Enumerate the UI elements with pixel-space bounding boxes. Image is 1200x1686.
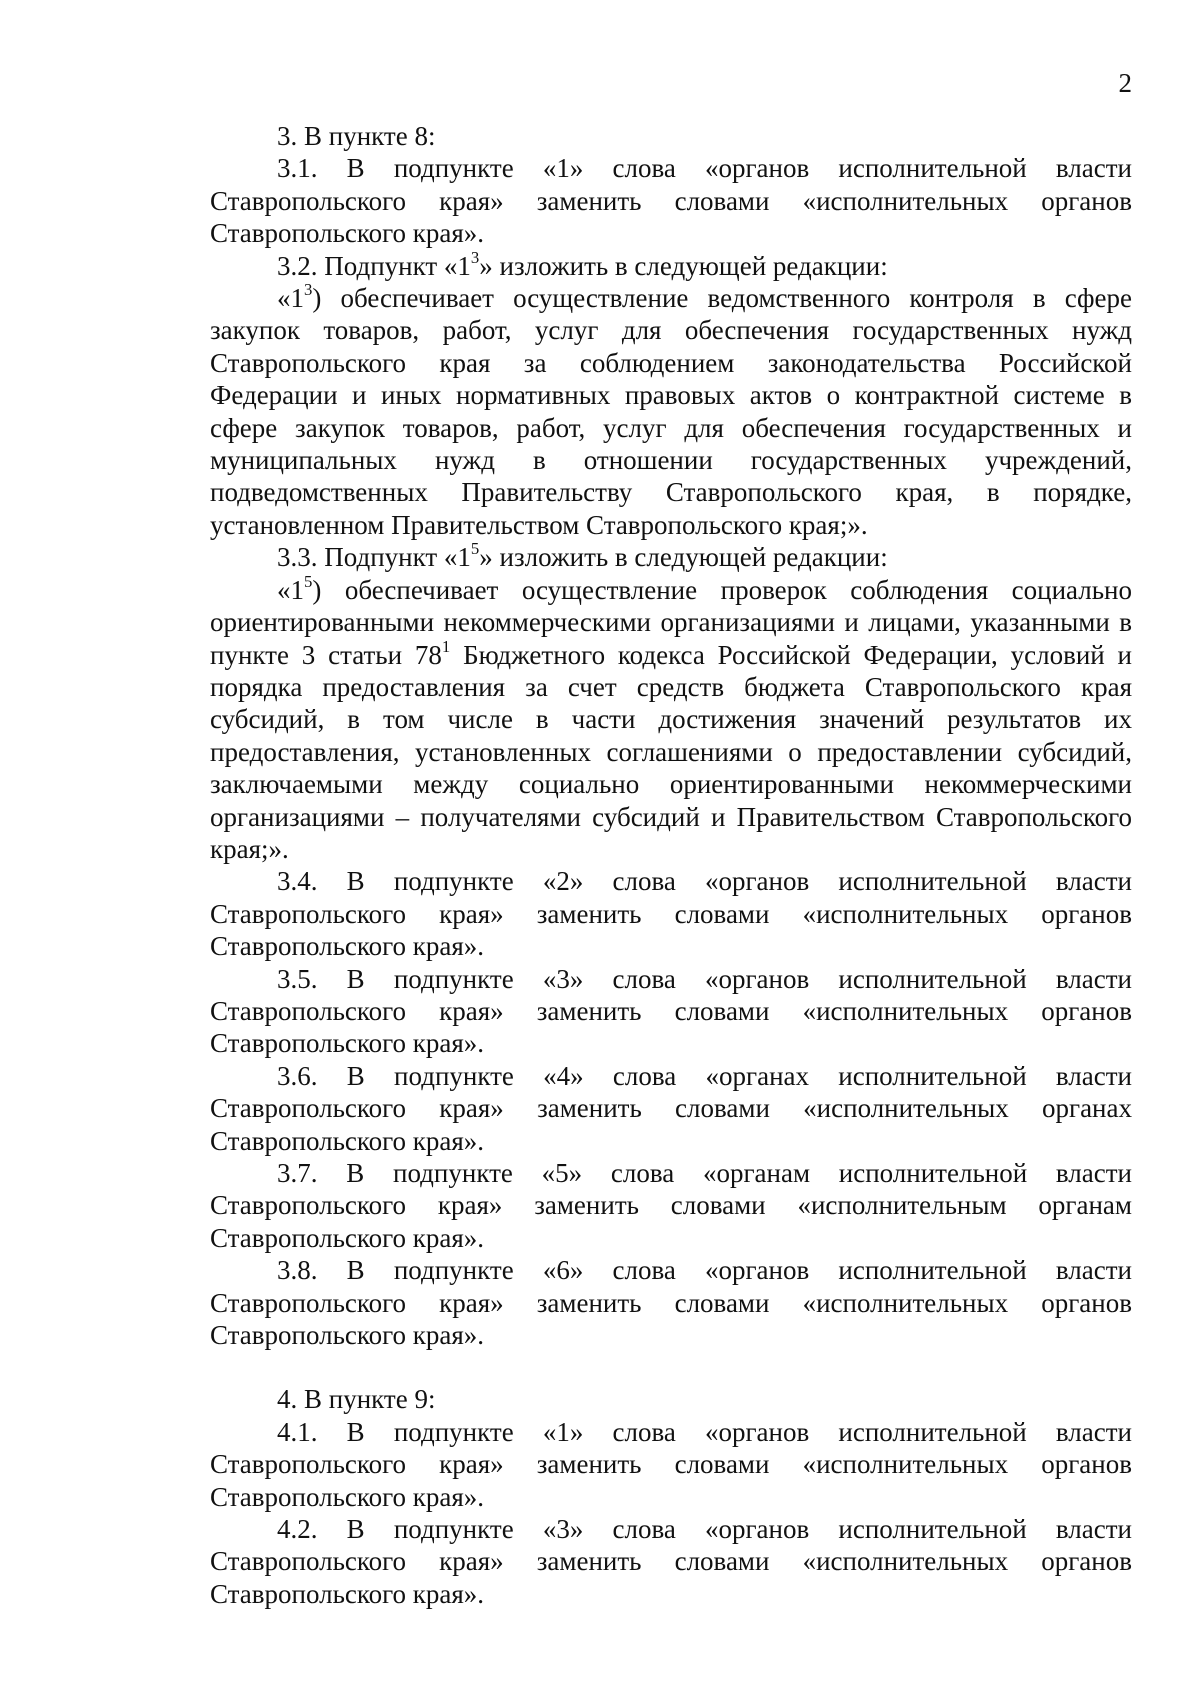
paragraph-p3-3: [210, 541, 1132, 573]
text-run: 3.5. В подпункте «3» слова «органов исполнительной власти Ставропольского края» заменить словами «исполнительных органов Ставропольского края».: [210, 963, 1132, 1059]
text-run: » изложить в следующей редакции:: [479, 542, 888, 573]
paragraph-p3-5: [210, 963, 1132, 1060]
document-body: [210, 120, 1132, 1610]
superscript: 3: [304, 279, 313, 299]
section-gap: [210, 1351, 1132, 1383]
text-run: ) обеспечивает осуществление ведомственного контроля в сфере закупок товаров, работ, услуг для обеспечения государственных нужд Ставропольского края за соблюдением законодательства Российской Федерации и иных нормативных правовых актов о контрактной системе в сфере закупок товаров, работ, услуг для обеспечения государственных и муниципальных нужд в отношении государственных учреждений, подведомственных Правительству Ставропольского края, в порядке, установленном Правительством Ставропольского края;».: [210, 283, 1132, 540]
text-run: 3.7. В подпункте «5» слова «органам исполнительной власти Ставропольского края» заменить словами «исполнительным органам Ставропольского края».: [210, 1158, 1132, 1253]
paragraph-p3-2: [210, 247, 1132, 282]
paragraph-p4-2: [210, 1513, 1132, 1610]
paragraph-p4-1: [210, 1416, 1132, 1513]
text-run: Бюджетного кодекса Российской Федерации, условий и порядка предоставления за счет средств бюджета Ставропольского края субсидий, в том числе в части достижения значений результатов их предоставления, установленных соглашениями о предоставлении субсидий, заключаемыми между социально ориентированными некоммерческими организациями – получателями субсидий и Правительством Ставропольского края;».: [210, 639, 1132, 864]
superscript: 5: [470, 539, 480, 559]
text-run: 4.1. В подпункте «1» слова «органов исполнительной власти Ставропольского края» заменить словами «исполнительных органов Ставропольского края».: [210, 1416, 1132, 1512]
paragraph-p3-7: [210, 1157, 1132, 1254]
text-run: » изложить в следующей редакции:: [479, 250, 888, 281]
text-run: 3.1. В подпункте «1» слова «органов исполнительной власти Ставропольского края» заменить словами «исполнительных органов Ставропольского края».: [210, 153, 1132, 249]
paragraph-p3-4: [210, 865, 1132, 962]
text-run: ) обеспечивает осуществление проверок соблюдения социально ориентированными некоммерческими организациями и лицами, указанными в пункте 3 статьи 78: [210, 574, 1132, 670]
page-number: 2: [1118, 68, 1132, 98]
text-run: 3.8. В подпункте «6» слова «органов исполнительной власти Ставропольского края» заменить словами «исполнительных органов Ставропольского края».: [210, 1255, 1132, 1351]
paragraph-p3-8: [210, 1254, 1132, 1351]
paragraph-p3-3q: [210, 571, 1132, 866]
superscript: 1: [441, 636, 451, 656]
paragraph-p3-1: [210, 152, 1132, 249]
text-run: 3.4. В подпункте «2» слова «органов исполнительной власти Ставропольского края» заменить словами «исполнительных органов Ставропольского края».: [210, 866, 1132, 962]
text-run: 4.2. В подпункте «3» слова «органов исполнительной власти Ставропольского края» заменить словами «исполнительных органов Ставропольского края».: [210, 1514, 1132, 1609]
paragraph-p3-2q: [210, 279, 1132, 541]
text-run: 3.6. В подпункте «4» слова «органах исполнительной власти Ставропольского края» заменить словами «исполнительных органах Ставропольского края».: [210, 1060, 1132, 1156]
superscript: 5: [304, 571, 313, 591]
text-run: 3.2. Подпункт «1: [277, 250, 471, 281]
text-run: 4. В пункте 9:: [277, 1384, 436, 1415]
paragraph-p3-6: [210, 1060, 1132, 1157]
text-run: 3.3. Подпункт «1: [277, 542, 471, 573]
text-run: «1: [277, 574, 304, 605]
text-run: «1: [277, 283, 304, 314]
superscript: 3: [470, 247, 480, 267]
text-run: 3. В пункте 8:: [277, 121, 436, 151]
paragraph-p3: [210, 120, 1132, 152]
paragraph-p4: [210, 1383, 1132, 1415]
